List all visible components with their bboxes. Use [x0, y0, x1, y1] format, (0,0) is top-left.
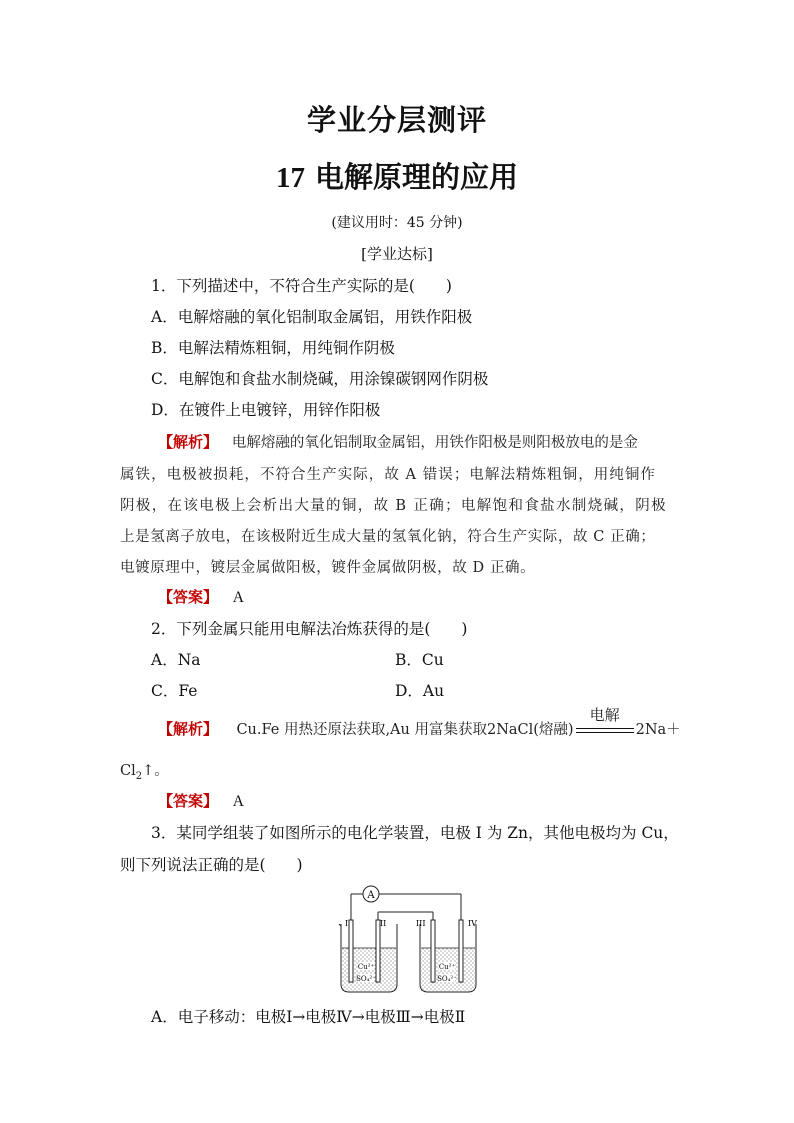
q1-option-d: D．在镀件上电镀锌，用锌作阳极 — [151, 401, 381, 419]
q1-analysis-line-1 — [158, 431, 638, 452]
ammeter-label: A — [367, 890, 375, 901]
q2-option-a: A．Na — [151, 651, 201, 669]
left-ion-so4: SO₄²⁻ — [356, 975, 376, 983]
q1-analysis-line-4: 上是氢离子放电，在该极附近生成大量的氢氧化钠，符合生产实际，故 C 正确； — [120, 529, 656, 545]
q2-answer — [158, 790, 244, 811]
q1-analysis-line-2: 属铁，电极被损耗，不符合生产实际，故 A 错误；电解法精炼粗铜，用纯铜作 — [120, 467, 656, 483]
lesson-title: 电解原理的应用 — [315, 160, 519, 194]
q1-answer-value: A — [232, 589, 244, 606]
q1-analysis-tag: 【解析】 — [158, 433, 219, 451]
right-ion-so4: SO₄²⁻ — [437, 975, 457, 983]
electrode-label-1: I — [345, 919, 349, 928]
q2-analysis-tag: 【解析】 — [158, 720, 219, 738]
q1-analysis-line-3: 阴极，在该电极上会析出大量的铜，故 B 正确；电解饱和食盐水制烧碱，阴极 — [120, 498, 667, 514]
electrochemical-apparatus-diagram — [328, 878, 492, 996]
q2-option-c: C．Fe — [151, 682, 198, 700]
q1-option-c: C．电解饱和食盐水制烧碱，用涂镍碳钢网作阴极 — [151, 370, 489, 388]
section-heading: [学业达标] — [361, 245, 433, 263]
electrode-label-2: II — [380, 919, 387, 928]
electrode-label-4: IV — [468, 919, 477, 928]
electrolysis-condition-arrow — [574, 706, 636, 737]
q2-option-b: B．Cu — [395, 651, 444, 669]
q2-answer-tag: 【答案】 — [158, 792, 219, 810]
electrode-4 — [459, 920, 463, 982]
q2-cl: Cl — [120, 763, 136, 779]
q1-analysis-line-5: 电镀原理中，镀层金属做阳极，镀件金属做阴极，故 D 正确。 — [120, 560, 536, 576]
left-ion-cu: Cu²⁺ — [357, 963, 375, 971]
q2-stem: 2．下列金属只能用电解法冶炼获得的是( ) — [151, 620, 468, 638]
q2-analysis-line-1 — [158, 706, 681, 739]
q2-analysis-line-2 — [120, 759, 169, 782]
q3-stem-line-1: 3．某同学组装了如图所示的电化学装置，电极 I 为 Zn，其他电极均为 Cu， — [151, 824, 679, 842]
q2-gas-arrow: ↑。 — [142, 763, 169, 779]
q1-option-a: A．电解熔融的氧化铝制取金属铝，用铁作阳极 — [151, 308, 473, 326]
q1-option-b: B．电解法精炼粗铜，用纯铜作阴极 — [151, 339, 395, 357]
q2-answer-value: A — [232, 793, 244, 810]
q2-analysis-text: Cu.Fe 用热还原法获取,Au 用富集获取2NaCl(熔融) — [236, 722, 574, 738]
q1-analysis-text-1: 电解熔融的氧化铝制取金属铝，用铁作阳极是则阳极放电的是金 — [231, 435, 638, 451]
q1-answer — [158, 586, 244, 607]
electrode-label-3: III — [416, 919, 426, 928]
q2-option-d: D．Au — [395, 682, 445, 700]
electrolysis-label: 电解 — [589, 706, 620, 724]
suggested-time: (建议用时：45 分钟) — [331, 215, 463, 231]
q2-cl-subscript: 2 — [135, 770, 143, 782]
electrode-2 — [376, 920, 380, 982]
q1-answer-tag: 【答案】 — [158, 588, 219, 606]
page-subtitle — [0, 155, 794, 196]
q3-option-a: A．电子移动：电极Ⅰ→电极Ⅳ→电极Ⅲ→电极Ⅱ — [151, 1008, 466, 1026]
electrode-3 — [431, 920, 435, 982]
q1-stem: 1．下列描述中，不符合生产实际的是( ) — [151, 277, 452, 295]
right-ion-cu: Cu²⁺ — [438, 963, 456, 971]
lesson-number: 17 — [275, 162, 305, 194]
q2-product: 2Na＋ — [635, 722, 681, 738]
q3-stem-line-2: 则下列说法正确的是( ) — [120, 856, 303, 874]
page-title: 学业分层测评 — [306, 103, 487, 137]
electrode-1 — [349, 920, 353, 982]
